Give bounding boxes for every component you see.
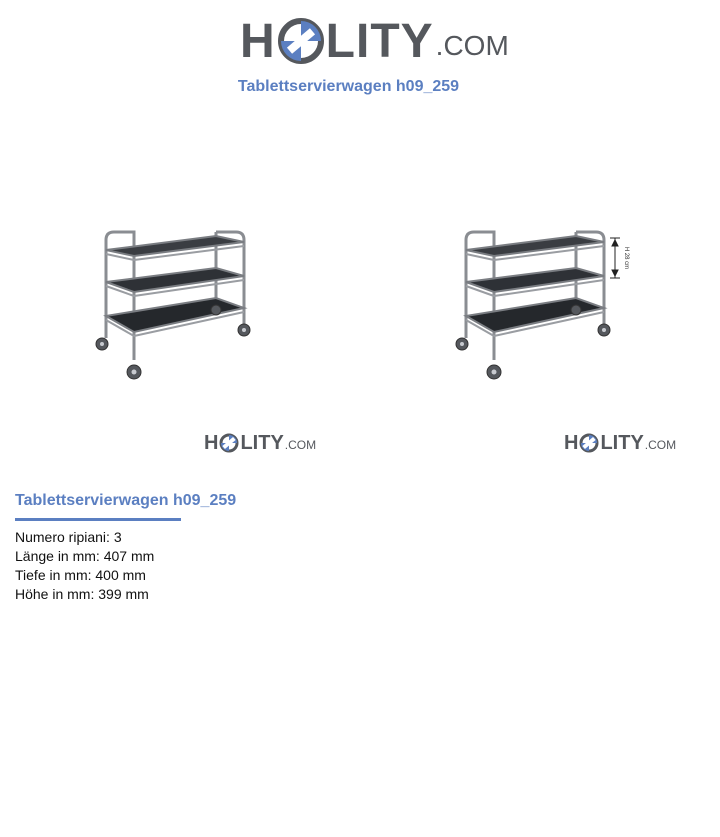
logo-letter-h: H [240, 15, 276, 68]
logo-text: LITY [240, 432, 284, 454]
logo-text: LITY [325, 15, 434, 68]
trolley-photo-1 [84, 212, 260, 386]
logo-o-icon [278, 18, 324, 64]
logo-domain: .COM [644, 438, 677, 452]
logo-domain: .COM [435, 30, 509, 61]
dimension-label: H 28 cm [623, 246, 629, 270]
holity-logo[interactable] [240, 12, 509, 68]
logo-o-icon [219, 433, 239, 453]
spec-height: Höhe in mm: 399 mm [15, 586, 149, 602]
trolley-photo-2 [444, 212, 634, 386]
logo-text: LITY [600, 432, 644, 454]
holity-watermark-logo [204, 430, 316, 454]
holity-watermark-logo [564, 430, 676, 454]
section-divider [15, 518, 181, 521]
section-title: Tablettservierwagen h09_259 [15, 492, 237, 509]
logo-letter-h: H [204, 432, 219, 454]
spec-length: Länge in mm: 407 mm [15, 548, 155, 564]
spec-list [15, 528, 154, 604]
spec-shelves: Numero ripiani: 3 [15, 529, 122, 545]
spec-depth: Tiefe in mm: 400 mm [15, 567, 146, 583]
logo-o-icon [579, 433, 599, 453]
logo-letter-h: H [564, 432, 579, 454]
logo-domain: .COM [284, 438, 317, 452]
page-title: Tablettservierwagen h09_259 [237, 78, 460, 95]
